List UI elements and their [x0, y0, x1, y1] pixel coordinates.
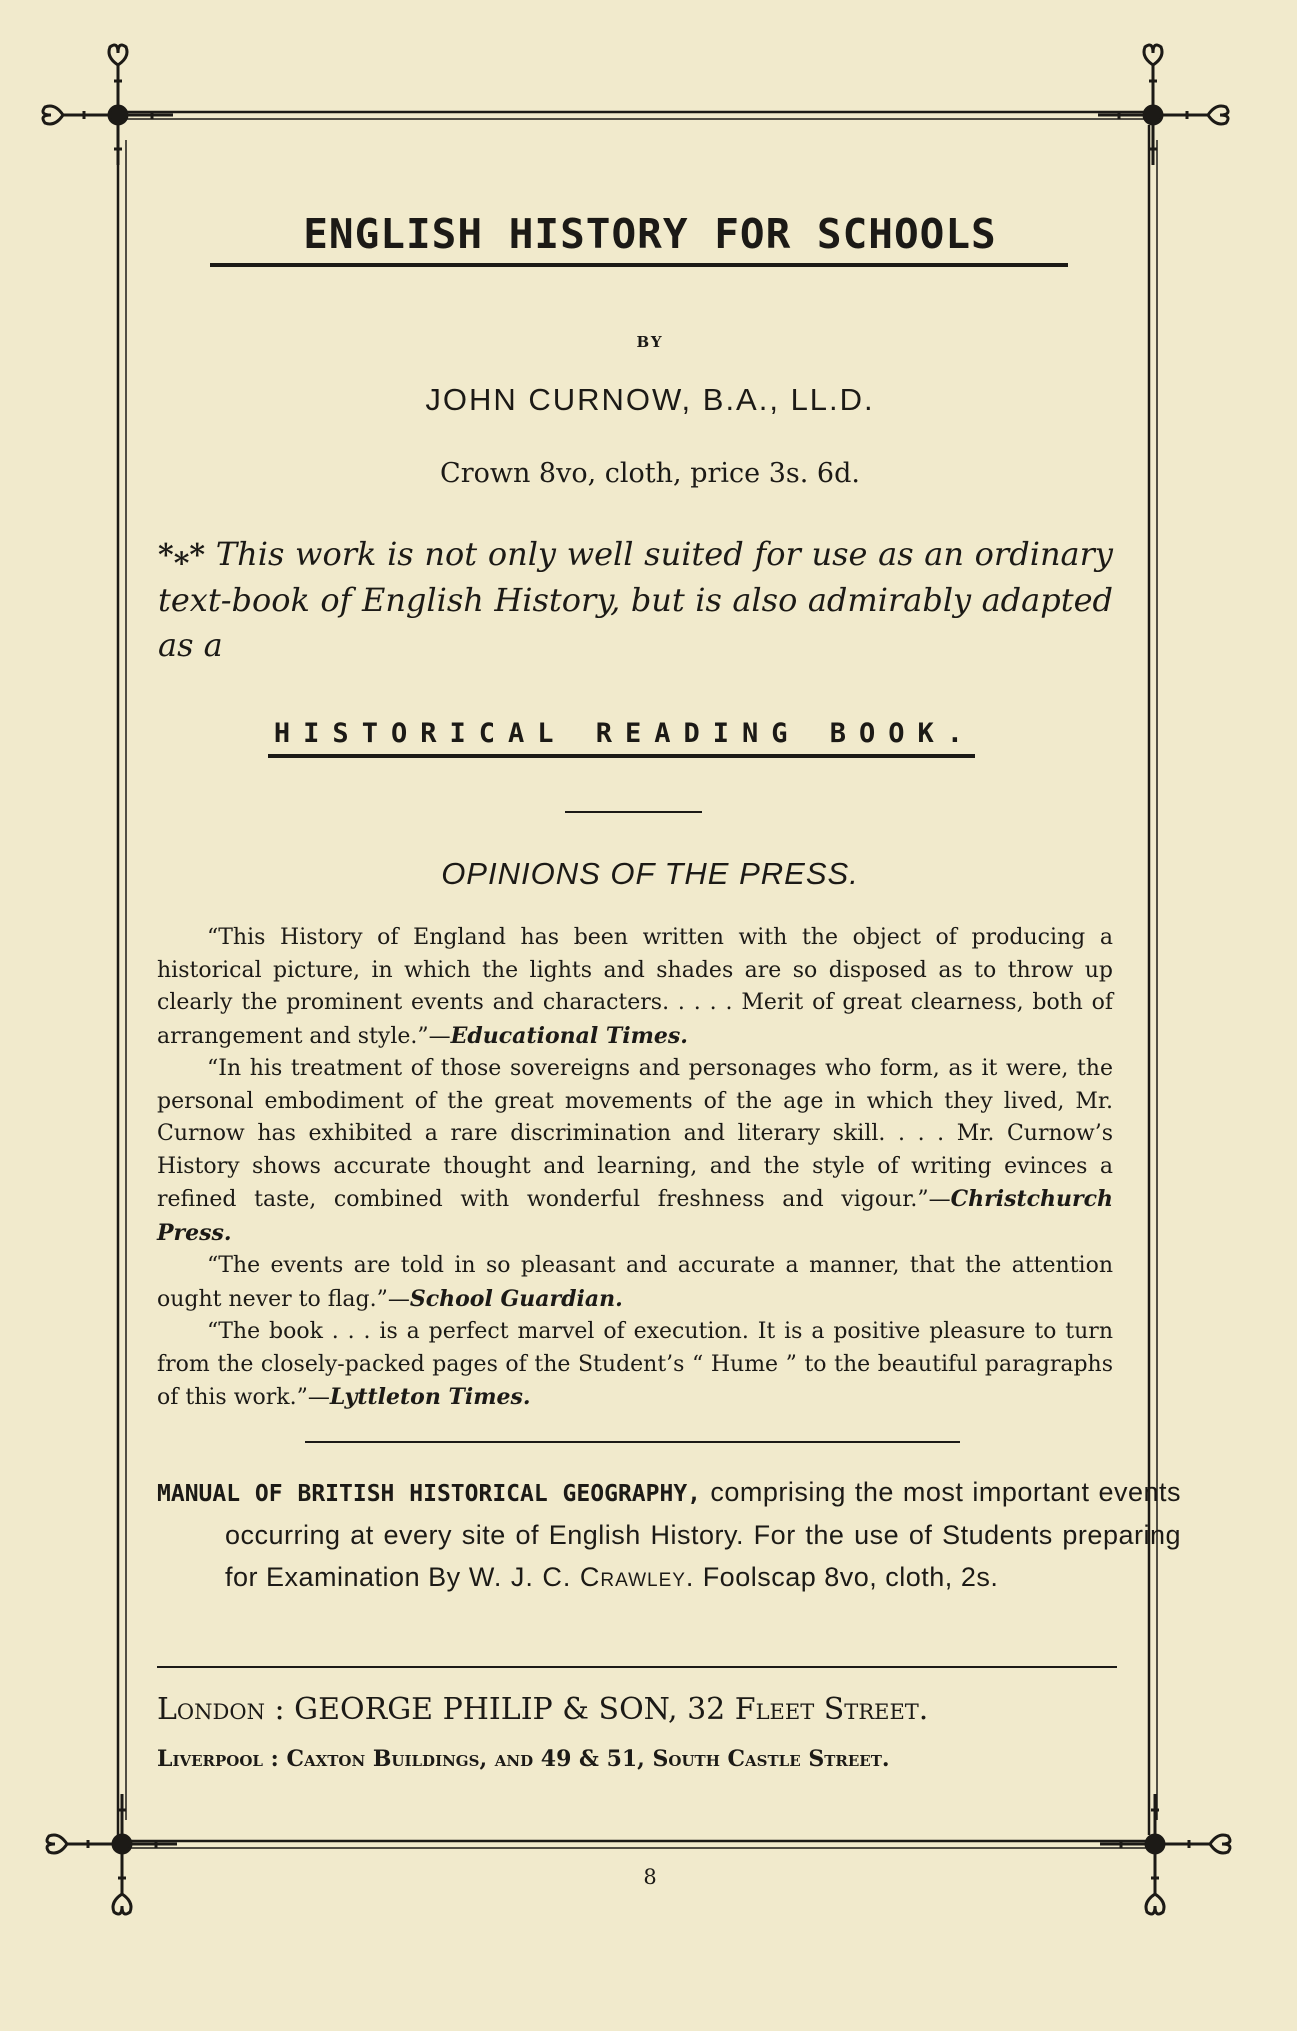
- imprint-liverpool: Liverpool : Caxton Buildings, and 49 & 51, South Castle Street.: [157, 1746, 890, 1772]
- price-line: Crown 8vo, cloth, price 3s. 6d.: [440, 458, 860, 489]
- review-source: School Guardian.: [409, 1285, 623, 1312]
- manual-text: comprising the most important events occurring at every site of English History. For the use of Students preparing for Examination By: [225, 1477, 1181, 1592]
- asterism-icon: *⁎*: [158, 538, 206, 573]
- press-reviews: [157, 922, 1113, 1415]
- review-quote: “In his treatment of those sovereigns and personages who form, as it were, the personal embodiment of the great movements of the age in which they lived, Mr. Curnow has exhibited a rare discrimination and literary skill. . . . Mr. Curnow’s History shows accurate thought and learning, and the style of writing evinces a refined taste, combined with wonderful freshness and vigour.”—Christchurch Press.: [157, 1056, 1113, 1246]
- by-label: BY: [636, 333, 664, 351]
- note-text: This work is not only well suited for use as an ordinary text-book of English History, but is also admirably adapted as a: [158, 535, 1114, 664]
- book-title: ENGLISH HISTORY FOR SCHOOLS: [303, 210, 997, 258]
- review-source: Christchurch Press.: [157, 1186, 1113, 1246]
- press-heading: OPINIONS OF THE PRESS.: [441, 856, 859, 891]
- imprint-london: London : GEORGE PHILIP & SON, 32 Fleet Street.: [157, 1692, 929, 1727]
- review-quote: “This History of England has been written with the object of producing a historical picture, in which the lights and shades are so disposed as to throw up clearly the prominent events and characters. . . . . Merit of great clearness, both of arrangement and style.”—Educational Times.: [157, 925, 1113, 1049]
- london-label: London: [157, 1692, 265, 1727]
- review-source: Educational Times.: [450, 1022, 688, 1049]
- london-publisher: GEORGE PHILIP & SON, 32: [294, 1692, 726, 1727]
- review-source: Lyttleton Times.: [329, 1384, 531, 1410]
- manual-advert: [157, 1472, 1181, 1599]
- manual-author: W. J. C. Crawley.: [468, 1562, 695, 1592]
- liverpool-address: Caxton Buildings, and 49 & 51, South Castle Street.: [286, 1746, 890, 1772]
- book-note: [158, 532, 1113, 668]
- review-quote: “The book . . . is a perfect marvel of execution. It is a positive pleasure to turn from the closely-packed pages of the Student’s “ Hume ” to the beautiful paragraphs of this work.”—Lyttleton Times.: [157, 1319, 1113, 1410]
- reading-book-heading: HISTORICAL READING BOOK.: [273, 718, 977, 749]
- author-name: JOHN CURNOW, B.A., LL.D.: [425, 382, 875, 417]
- review-quote: “The events are told in so pleasant and accurate a manner, that the attention ought never to flag.”—School Guardian.: [157, 1253, 1113, 1312]
- manual-heading: MANUAL OF BRITISH HISTORICAL GEOGRAPHY,: [157, 1481, 702, 1507]
- london-street: Fleet Street.: [734, 1692, 929, 1727]
- liverpool-label: Liverpool: [157, 1746, 263, 1772]
- page-number: 8: [643, 1865, 657, 1889]
- manual-format: Foolscap 8vo, cloth, 2s.: [702, 1562, 999, 1592]
